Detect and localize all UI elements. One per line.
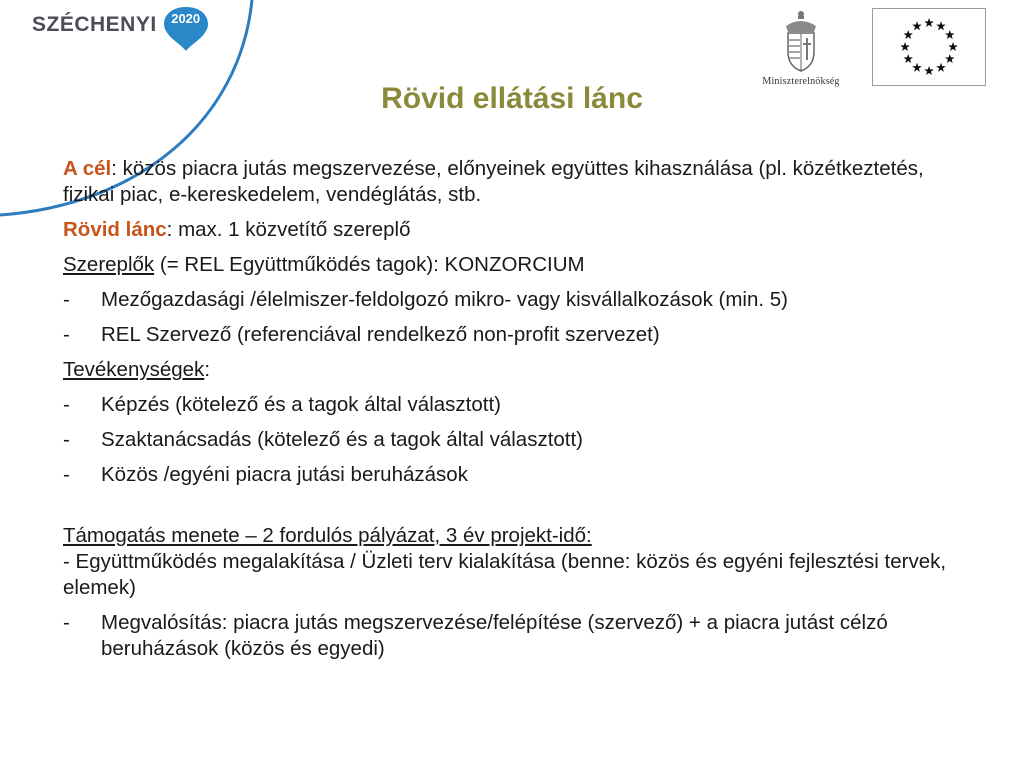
logo-text: SZÉCHENYI [32,13,157,36]
goal-paragraph [63,156,963,208]
spacer [63,497,963,523]
star-icon [924,66,934,75]
coat-of-arms-icon [742,8,860,74]
star-icon [903,54,913,63]
eu-stars-icon [873,9,985,85]
actor-item: REL Szervező (referenciával rendelkező non-profit szervezet) [101,323,660,346]
star-icon [912,63,922,72]
activity-item: Képzés (kötelező és a tagok által választott) [101,393,501,416]
star-icon [945,54,955,63]
list-item [63,392,963,418]
szechenyi-logo [32,8,211,42]
star-icon [924,18,934,27]
list-item [63,322,963,348]
actors-label: Szereplők [63,253,155,276]
activity-item: Szaktanácsadás (kötelező és a tagok által választott) [101,428,584,451]
star-icon [903,30,913,39]
actor-item: Mezőgazdasági /élelmiszer-feldolgozó mikro- vagy kisvállalkozások (min. 5) [101,288,789,311]
ministry-logo [742,8,860,88]
process-label: Támogatás menete – 2 fordulós pályázat, 3 év projekt-idő: [63,524,592,547]
goal-text: : közös piacra jutás megszervezése, előnyeinek együttes kihasználása (pl. közétkeztetés, fizikai piac, e-kereskedelem, vendéglátás, stb. [63,157,924,206]
slide-title: Rövid ellátási lánc [381,82,643,115]
star-icon [900,42,910,51]
list-item [63,287,963,313]
star-icon [912,21,922,30]
actors-text: (= REL Együttműködés tagok): KONZORCIUM [154,253,585,276]
process-heading [63,523,963,549]
activities-paragraph [63,357,963,383]
slide-content [63,156,963,671]
ministry-name: Miniszterelnökség [762,76,840,87]
bullet-dash: - [63,288,70,311]
bullet-dash: - [63,393,70,416]
short-chain-paragraph [63,217,963,243]
eu-flag [872,8,986,86]
process-item: Megvalósítás: piacra jutás megszervezése/felépítése (szervező) + a piacra jutást célzó beruházások (közös és egyedi) [101,611,888,660]
bullet-dash: - [63,463,70,486]
activities-colon: : [204,358,211,381]
list-item [63,610,963,662]
list-item [63,462,963,488]
short-chain-text: : max. 1 közvetítő szereplő [166,218,411,241]
bullet-dash: - [63,611,70,634]
star-icon [948,42,958,51]
goal-label: A cél [63,157,112,180]
list-item [63,427,963,453]
actors-paragraph [63,252,963,278]
star-icon [936,63,946,72]
location-pin-icon [161,6,211,52]
star-icon [945,30,955,39]
short-chain-label: Rövid lánc [63,218,167,241]
process-line: - Együttműködés megalakítása / Üzleti terv kialakítása (benne: közös és egyéni fejlesztési tervek, elemek) [63,550,947,599]
bullet-dash: - [63,428,70,451]
bullet-dash: - [63,323,70,346]
star-icon [936,21,946,30]
activities-label: Tevékenységek [63,358,205,381]
logo-year: 2020 [171,11,201,26]
activity-item: Közös /egyéni piacra jutási beruházások [101,463,468,486]
